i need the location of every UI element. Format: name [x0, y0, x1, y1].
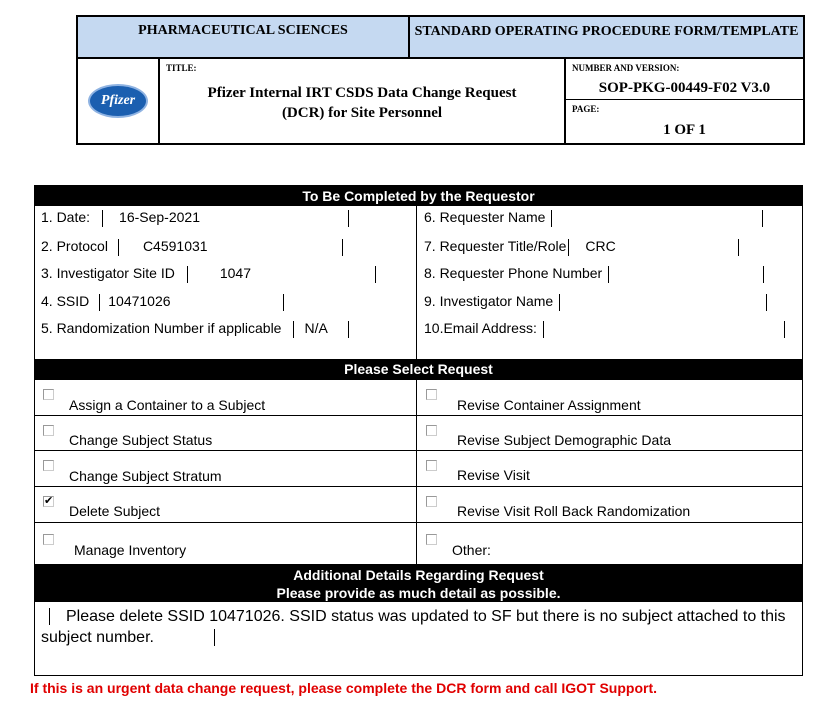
additional-details-textarea[interactable] — [41, 606, 796, 648]
revise-visit-rollback-label: Revise Visit Roll Back Randomization — [457, 503, 691, 519]
ssid-label: 4. SSID — [41, 293, 90, 309]
department-cell: PHARMACEUTICAL SCIENCES — [78, 17, 410, 59]
page-cell — [566, 100, 803, 143]
row-divider — [35, 450, 802, 451]
checkmark-icon: ✔ — [44, 495, 54, 507]
randomization-number-field[interactable] — [41, 320, 349, 338]
urgent-request-note: If this is an urgent data change request, please complete the DCR form and call IGOT Support. — [30, 680, 657, 696]
additional-details-heading — [35, 564, 802, 602]
requestor-section-heading: To Be Completed by the Requestor — [35, 186, 802, 206]
document-title — [160, 83, 564, 123]
ssid-field[interactable] — [41, 293, 284, 311]
investigator-site-id-field[interactable] — [41, 265, 376, 283]
dcr-form — [34, 185, 803, 676]
change-subject-status-checkbox[interactable] — [43, 425, 54, 436]
revise-visit-label: Revise Visit — [457, 467, 530, 483]
manage-inventory-checkbox[interactable] — [43, 534, 54, 545]
title-label: TITLE: — [166, 63, 197, 73]
other-checkbox[interactable] — [426, 534, 437, 545]
protocol-value: C4591031 — [142, 238, 208, 254]
date-value: 16-Sep-2021 — [119, 209, 200, 225]
revise-visit-checkbox[interactable] — [426, 460, 437, 471]
pfizer-logo: Pfizer — [88, 84, 148, 118]
change-subject-stratum-label: Change Subject Stratum — [69, 468, 222, 484]
revise-demographic-label: Revise Subject Demographic Data — [457, 432, 671, 448]
protocol-label: 2. Protocol — [41, 238, 108, 254]
additional-details-text: Please delete SSID 10471026. SSID status was updated to SF but there is no subject attached to this subject number. — [41, 608, 786, 646]
investigator-name-label: 9. Investigator Name — [424, 293, 554, 309]
number-version-value: SOP-PKG-00449-F02 V3.0 — [598, 80, 771, 96]
document-title-line2: (DCR) for Site Personnel — [281, 105, 443, 121]
manage-inventory-label: Manage Inventory — [74, 542, 187, 558]
header-top-row — [78, 17, 803, 59]
assign-container-label: Assign a Container to a Subject — [69, 397, 266, 413]
title-cell — [160, 59, 566, 143]
doc-type-cell: STANDARD OPERATING PROCEDURE FORM/TEMPLATE — [410, 17, 803, 59]
investigator-site-id-value: 1047 — [219, 265, 251, 281]
requester-title-value: CRC — [585, 238, 616, 254]
revise-container-assignment-label: Revise Container Assignment — [457, 397, 641, 413]
document-title-line1: Pfizer Internal IRT CSDS Data Change Request — [207, 85, 517, 101]
ssid-value: 10471026 — [108, 293, 171, 309]
requester-phone-label: 8. Requester Phone Number — [424, 265, 603, 281]
randomization-number-label: 5. Randomization Number if applicable — [41, 320, 282, 336]
other-label: Other: — [452, 542, 491, 558]
column-divider — [416, 380, 417, 564]
assign-container-checkbox[interactable] — [43, 389, 54, 400]
change-subject-status-label: Change Subject Status — [69, 432, 213, 448]
requester-phone-field[interactable] — [424, 265, 764, 283]
page-value: 1 OF 1 — [663, 122, 706, 138]
revise-container-assignment-checkbox[interactable] — [426, 389, 437, 400]
page-label: PAGE: — [572, 104, 600, 114]
date-field[interactable] — [41, 209, 349, 227]
additional-details-title: Additional Details Regarding Request — [293, 567, 544, 583]
additional-details-subtitle: Please provide as much detail as possible. — [276, 585, 561, 601]
logo-cell — [78, 59, 160, 143]
email-address-field[interactable] — [424, 320, 785, 338]
column-divider — [416, 206, 417, 359]
select-request-heading: Please Select Request — [35, 359, 802, 380]
revise-visit-rollback-checkbox[interactable] — [426, 496, 437, 507]
number-version-cell — [566, 59, 803, 100]
investigator-name-field[interactable] — [424, 293, 767, 311]
change-subject-stratum-checkbox[interactable] — [43, 460, 54, 471]
row-divider — [35, 415, 802, 416]
requester-name-field[interactable] — [424, 209, 763, 227]
requester-name-label: 6. Requester Name — [424, 209, 546, 225]
number-version-label: NUMBER AND VERSION: — [572, 63, 680, 73]
document-header — [76, 15, 805, 145]
row-divider — [35, 486, 802, 487]
protocol-field[interactable] — [41, 238, 343, 256]
date-label: 1. Date: — [41, 209, 91, 225]
email-address-label: 10.Email Address: — [424, 320, 537, 336]
row-divider — [35, 522, 802, 523]
requester-title-field[interactable] — [424, 238, 739, 256]
delete-subject-label: Delete Subject — [69, 503, 161, 519]
randomization-number-value: N/A — [304, 320, 328, 336]
revise-demographic-checkbox[interactable] — [426, 425, 437, 436]
requester-title-label: 7. Requester Title/Role — [424, 238, 567, 254]
investigator-site-id-label: 3. Investigator Site ID — [41, 265, 175, 281]
delete-subject-checkbox[interactable] — [43, 496, 54, 507]
